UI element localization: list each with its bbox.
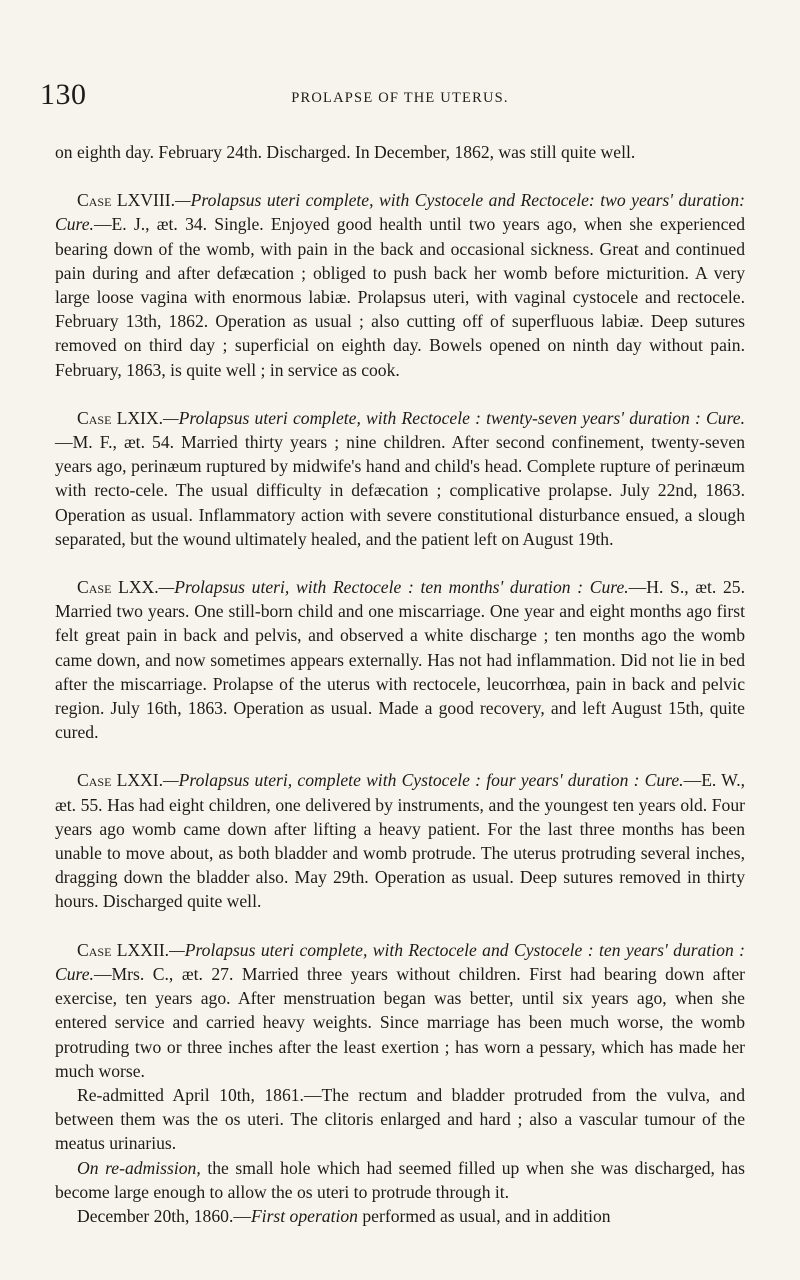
case-title: —Prolapsus uteri, complete with Cystocele : four years' duration : Cure.	[163, 770, 684, 791]
on-readmission-paragraph: On re-admission, the small hole which had seemed filled up when she was discharged, has become large enough to allow the os uteri to protrude through it.	[55, 1157, 745, 1202]
case-lxix	[55, 406, 745, 551]
page-number: 130	[40, 78, 87, 111]
readmission-paragraph: Re-admitted April 10th, 1861.—The rectum and bladder protruded from the vulva, and between them was the os uteri. The clitoris enlarged and hard ; also a vascular tumour of the meatus urinarius.	[55, 1084, 745, 1154]
case-title: —Prolapsus uteri, with Rectocele : ten months' duration : Cure.	[158, 577, 629, 598]
first-operation-paragraph: December 20th, 1860.—First operation performed as usual, and in addition	[77, 1205, 611, 1226]
paragraph-continuation: on eighth day. February 24th. Discharged. In December, 1862, was still quite well.	[55, 142, 636, 162]
case-lxviii	[55, 188, 745, 382]
case-title: —Prolapsus uteri complete, with Rectocele and Cystocele : ten years' duration : Cure.	[55, 939, 746, 984]
case-lxx	[55, 575, 745, 744]
case-label: Case LXXI.	[77, 770, 164, 791]
case-text: —E. W., æt. 55. Has had eight children, one delivered by instruments, and the youngest ten years old. Four years ago womb came down after lifting a heavy patient. For the last three months has been unable to move about, as both bladder and womb protrude. The uterus protruding several inches, dragging down the bladder also. May 29th. Operation as usual. Deep sutures removed in thirty hours. Discharged quite well.	[55, 770, 745, 912]
case-text: —H. S., æt. 25. Married two years. One still-born child and one miscarriage. One year and eight months ago first felt great pain in back and pelvis, and observed a white discharge ; ten months ago the womb came down, and now sometimes appears externally. Has not had inflammation. Did not lie in bed after the miscarriage. Prolapse of the uterus with rectocele, leucorrhœa, pain in back and pelvic region. July 16th, 1863. Operation as usual. Made a good recovery, and left August 15th, quite cured.	[55, 577, 745, 743]
page-body	[55, 140, 745, 1228]
case-label: Case LXX.	[77, 577, 159, 598]
case-text: —Mrs. C., æt. 27. Married three years without children. First had bearing down after exercise, ten years ago. After menstruation began was better, until six years ago, when she entered service and carried heavy weights. Since marriage has been much worse, the womb protruding two or three inches after the least exertion ; has worn a pessary, which has made her much worse.	[55, 963, 745, 1081]
case-lxxii	[55, 938, 745, 1083]
case-text: —E. J., æt. 34. Single. Enjoyed good health until two years ago, when she experienced bearing down of the womb, with pain in the back and occasional sickness. Great and continued pain during and after defæcation ; obliged to push back her womb before micturition. A very large loose vagina with enormous labiæ. Prolapsus uteri, with vaginal cystocele and rectocele. February 13th, 1862. Operation as usual ; also cutting off of superfluous labiæ. Deep sutures removed on third day ; superficial on eighth day. Bowels opened on ninth day without pain. February, 1863, is quite well ; in service as cook.	[55, 214, 745, 380]
case-title: —Prolapsus uteri complete, with Rectocele : twenty-seven years' duration : Cure.	[163, 407, 745, 428]
case-label: Case LXIX.	[77, 407, 164, 428]
case-text: —M. F., æt. 54. Married thirty years ; nine children. After second confinement, twenty-seven years ago, perinæum ruptured by midwife's hand and child's head. Complete rupture of perinæum with recto-cele. The usual difficulty in defæcation ; complicative prolapse. July 22nd, 1863. Operation as usual. Inflammatory action with severe constitutional disturbance ensued, a slough separated, but the wound ultimately healed, and the patient left on August 19th.	[55, 432, 745, 549]
page-header	[40, 78, 760, 111]
case-lxxi	[55, 768, 745, 913]
case-label: Case LXVIII.	[77, 190, 176, 211]
case-title: —Prolapsus uteri complete, with Cystocele and Rectocele: two years' duration: Cure.	[55, 190, 745, 235]
case-label: Case LXXII.	[77, 939, 170, 960]
running-head: PROLAPSE OF THE UTERUS.	[291, 90, 509, 106]
